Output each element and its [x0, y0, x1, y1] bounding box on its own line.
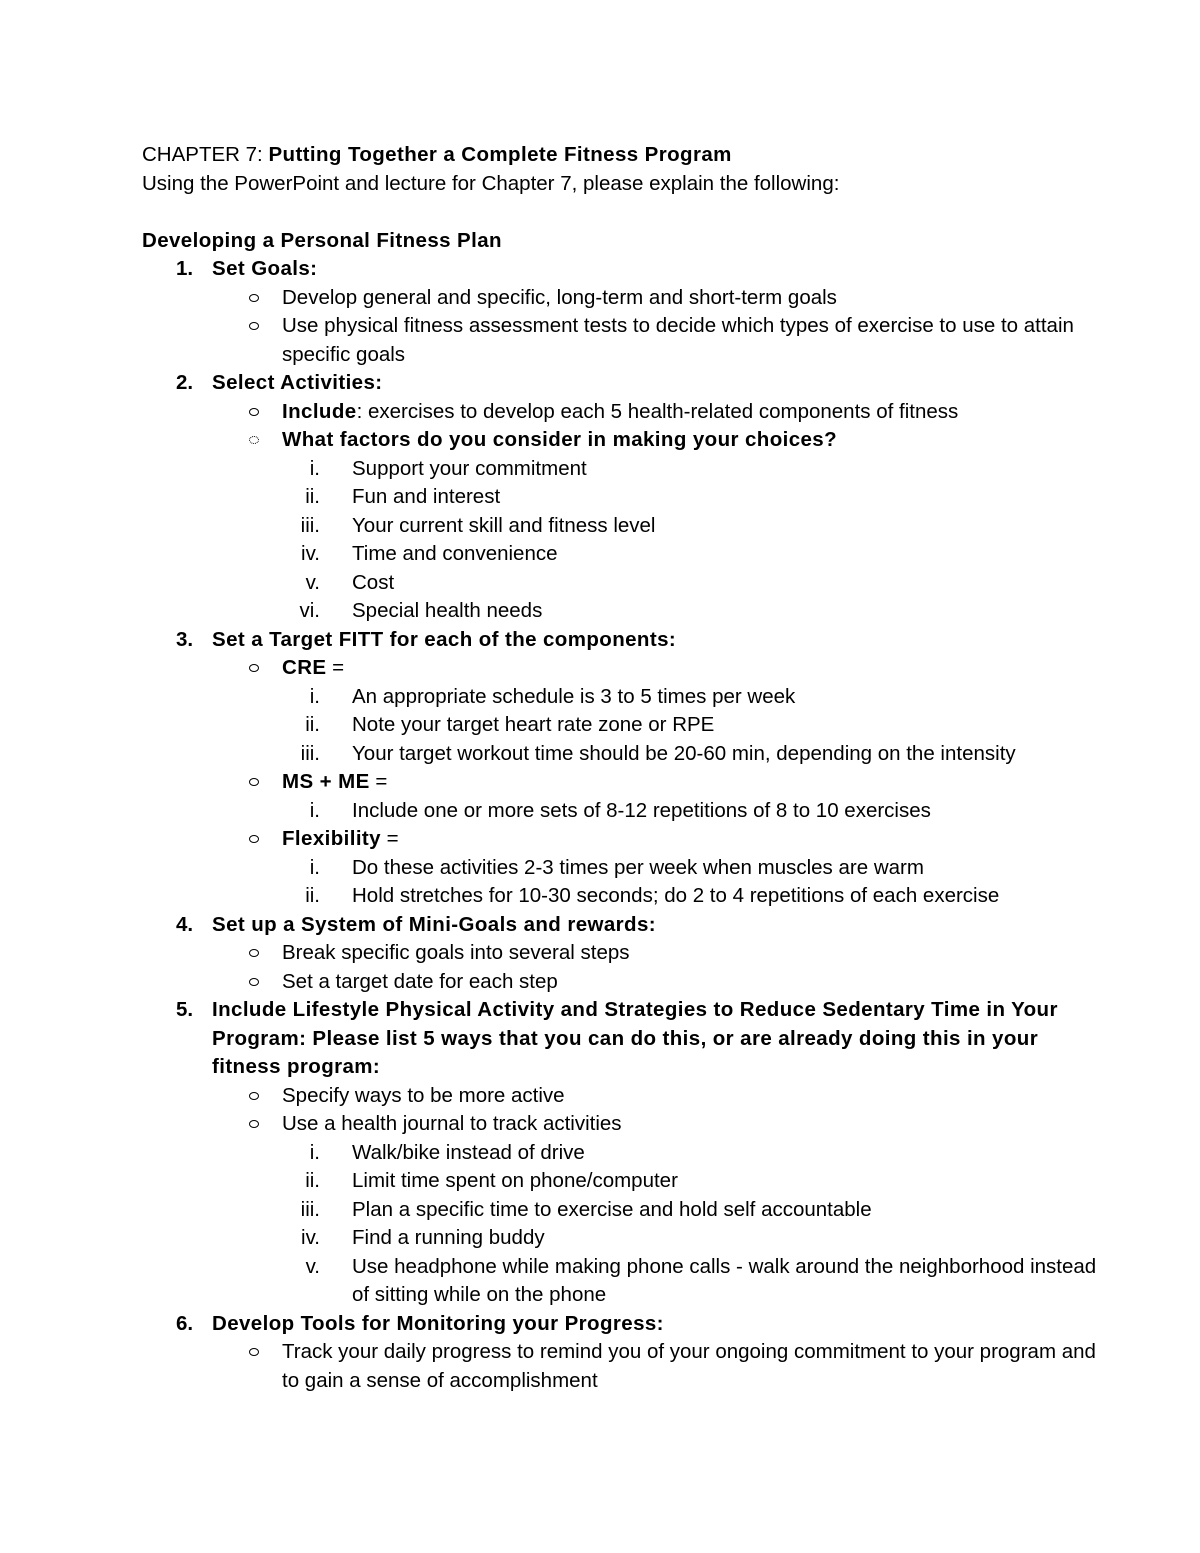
bullet-item [142, 1110, 1102, 1139]
bullet-item [142, 939, 1102, 968]
step-title: Set a Target FITT for each of the components: [212, 627, 677, 651]
roman-item [142, 1196, 1102, 1225]
roman-item [142, 569, 1102, 598]
bullet-text: = [326, 656, 345, 679]
step-item [142, 1310, 1102, 1339]
roman-numeral: iii. [300, 1197, 320, 1221]
roman-text: Cost [352, 570, 395, 594]
roman-text: Support your commitment [352, 456, 587, 480]
roman-numeral: i. [309, 798, 320, 822]
document-page [142, 141, 1102, 1395]
roman-item [142, 854, 1102, 883]
roman-item [142, 540, 1102, 569]
roman-item [142, 711, 1102, 740]
step-number: 5. [176, 998, 194, 1021]
roman-numeral: i. [309, 855, 320, 879]
bullet-text: Set a target date for each step [282, 969, 558, 993]
bullet-text: = [369, 770, 388, 793]
intro-text: Using the PowerPoint and lecture for Chapter 7, please explain the following: [142, 171, 840, 195]
step-title: Include Lifestyle Physical Activity and Strategies to Reduce Sedentary Time in Your Program: Please list 5 ways that you can do this, or are already doing this in your fitness program: [212, 998, 1058, 1078]
hollow-bullet-icon [249, 1092, 259, 1100]
hollow-bullet-icon [249, 322, 259, 330]
roman-numeral: iii. [300, 741, 320, 765]
bullet-bold-text: Flexibility [282, 827, 381, 850]
step-item [142, 996, 1102, 1082]
title-prefix: CHAPTER 7: [142, 143, 269, 166]
hollow-bullet-icon [249, 1348, 259, 1356]
bullet-item [142, 1082, 1102, 1111]
bullet-text: Use a health journal to track activities [282, 1112, 622, 1135]
roman-numeral: ii. [305, 884, 320, 907]
roman-item [142, 1224, 1102, 1253]
roman-numeral: i. [309, 684, 320, 708]
roman-numeral: vi. [299, 599, 320, 622]
step-title: Develop Tools for Monitoring your Progress: [212, 1311, 664, 1335]
roman-text: Include one or more sets of 8-12 repetitions of 8 to 10 exercises [352, 798, 931, 822]
title-main: Putting Together a Complete Fitness Program [268, 143, 732, 166]
step-item [142, 369, 1102, 398]
hollow-bullet-icon [249, 1120, 259, 1128]
bullet-item [142, 968, 1102, 997]
roman-item [142, 740, 1102, 769]
roman-item [142, 483, 1102, 512]
roman-item [142, 1167, 1102, 1196]
step-number: 6. [176, 1311, 194, 1335]
bullet-item [142, 654, 1102, 683]
step-title: Set Goals: [212, 257, 318, 280]
bullet-text: Develop general and specific, long-term and short-term goals [282, 285, 837, 309]
bullet-text: Break specific goals into several steps [282, 941, 630, 964]
bullet-item [142, 312, 1102, 369]
roman-numeral: v. [305, 1254, 320, 1278]
roman-numeral: i. [309, 1140, 320, 1164]
roman-numeral: i. [309, 456, 320, 480]
roman-item [142, 512, 1102, 541]
roman-item [142, 1253, 1102, 1310]
roman-text: Fun and interest [352, 485, 501, 508]
hollow-bullet-icon [249, 949, 259, 957]
roman-numeral: iv. [301, 542, 320, 565]
step-title: Select Activities: [212, 371, 383, 394]
section-heading: Developing a Personal Fitness Plan [142, 228, 502, 252]
bullet-item [142, 825, 1102, 854]
step-number: 1. [176, 257, 194, 280]
roman-item [142, 1139, 1102, 1168]
bullet-item [142, 1338, 1102, 1395]
roman-text: An appropriate schedule is 3 to 5 times per week [352, 684, 796, 708]
bullet-text: Track your daily progress to remind you of your ongoing commitment to your program and to gain a sense of accomplishment [282, 1340, 1096, 1392]
bullet-item [142, 768, 1102, 797]
roman-text: Find a running buddy [352, 1226, 545, 1249]
document-title [142, 141, 1102, 170]
step-item [142, 626, 1102, 655]
roman-text: Walk/bike instead of drive [352, 1140, 585, 1164]
roman-text: Limit time spent on phone/computer [352, 1169, 678, 1192]
roman-text: Use headphone while making phone calls - walk around the neighborhood instead of sitting while on the phone [352, 1254, 1097, 1306]
roman-numeral: v. [305, 570, 320, 594]
bullet-bold-text: CRE [282, 656, 327, 679]
roman-item [142, 597, 1102, 626]
bullet-text: : exercises to develop each 5 health-related components of fitness [356, 399, 959, 423]
bullet-item [142, 426, 1102, 455]
roman-text: Plan a specific time to exercise and hold self accountable [352, 1197, 872, 1221]
roman-text: Your target workout time should be 20-60 min, depending on the intensity [352, 741, 1016, 765]
roman-item [142, 797, 1102, 826]
roman-text: Do these activities 2-3 times per week when muscles are warm [352, 855, 924, 879]
bullet-text: Specify ways to be more active [282, 1083, 565, 1107]
roman-text: Your current skill and fitness level [352, 513, 656, 537]
bullet-text: Use physical fitness assessment tests to decide which types of exercise to use to attain specific goals [282, 314, 1074, 366]
step-item [142, 255, 1102, 284]
bullet-bold-text: MS + ME [282, 770, 370, 793]
step-item [142, 911, 1102, 940]
roman-numeral: iii. [300, 513, 320, 537]
bullet-bold-text: Include [282, 399, 357, 423]
blank-line [142, 198, 1102, 227]
roman-text: Special health needs [352, 599, 543, 622]
hollow-bullet-icon [249, 294, 259, 302]
roman-numeral: ii. [305, 713, 320, 736]
roman-item [142, 683, 1102, 712]
step-number: 4. [176, 912, 194, 936]
hollow-bullet-icon [249, 408, 259, 416]
roman-item [142, 455, 1102, 484]
step-number: 2. [176, 371, 194, 394]
roman-numeral: ii. [305, 485, 320, 508]
roman-numeral: ii. [305, 1169, 320, 1192]
dotted-bullet-icon [249, 436, 259, 444]
hollow-bullet-icon [249, 664, 259, 672]
roman-text: Time and convenience [352, 542, 558, 565]
bullet-text: = [380, 827, 399, 850]
roman-text: Note your target heart rate zone or RPE [352, 713, 715, 736]
roman-numeral: iv. [301, 1226, 320, 1249]
hollow-bullet-icon [249, 978, 259, 986]
bullet-item [142, 284, 1102, 313]
roman-item [142, 882, 1102, 911]
roman-text: Hold stretches for 10-30 seconds; do 2 to 4 repetitions of each exercise [352, 884, 1000, 907]
step-title: Set up a System of Mini-Goals and rewards: [212, 912, 656, 936]
step-number: 3. [176, 627, 194, 651]
hollow-bullet-icon [249, 835, 259, 843]
bullet-item [142, 398, 1102, 427]
hollow-bullet-icon [249, 778, 259, 786]
bullet-bold-text: What factors do you consider in making your choices? [282, 428, 838, 451]
